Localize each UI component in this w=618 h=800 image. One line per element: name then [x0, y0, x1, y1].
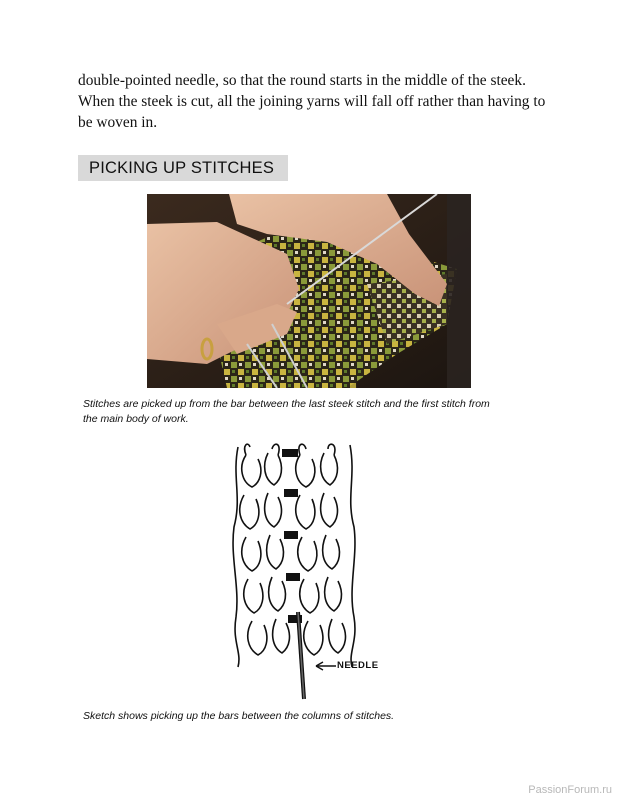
photo-caption-line: the main body of work. — [83, 413, 189, 425]
knitting-photo-illustration — [147, 194, 471, 388]
body-line: double-pointed needle, so that the round starts in the middle of the steek. — [78, 72, 526, 89]
knitting-photo — [147, 194, 471, 388]
watermark: PassionForum.ru — [528, 784, 612, 796]
body-paragraph — [78, 70, 568, 133]
needle-label: NEEDLE — [337, 660, 379, 671]
body-line: be woven in. — [78, 114, 158, 131]
body-line: When the steek is cut, all the joining yarns will fall off rather than having to — [78, 93, 546, 110]
photo-caption-line: Stitches are picked up from the bar between the last steek stitch and the first stitch from — [83, 398, 490, 410]
photo-caption — [83, 397, 543, 427]
sketch-caption-line: Sketch shows picking up the bars between the columns of stitches. — [83, 710, 395, 722]
sketch-caption — [83, 709, 543, 724]
section-heading: PICKING UP STITCHES — [78, 155, 288, 181]
